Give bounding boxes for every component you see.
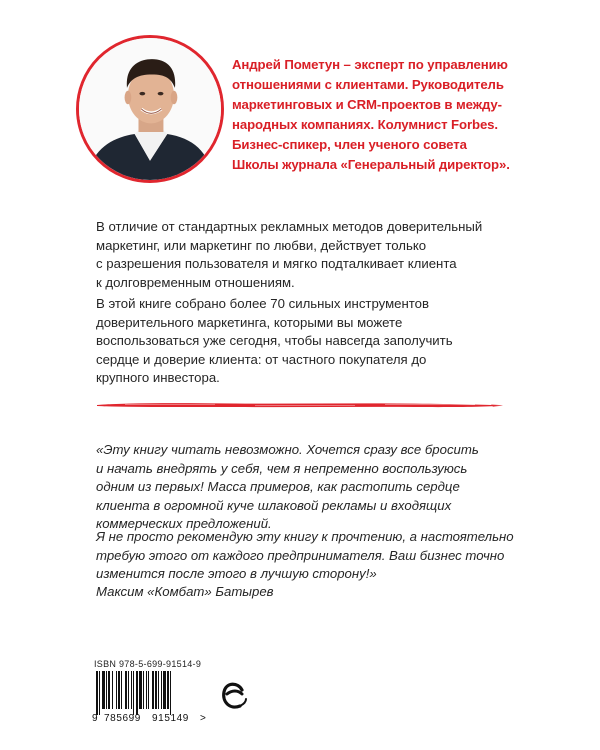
quote-line: клиента в огромной куче шлаковой рекламы и входящих bbox=[96, 497, 452, 513]
barcode-bar bbox=[112, 671, 113, 709]
bio-line: Андрей Пометун – эксперт по управлению bbox=[232, 57, 508, 72]
text-line: доверительного маркетинга, которыми вы можете bbox=[96, 314, 403, 330]
barcode-bar bbox=[99, 671, 100, 715]
text-line: воспользоваться уже сегодня, чтобы навсегда заполучить bbox=[96, 333, 453, 349]
barcode-bar bbox=[118, 671, 120, 709]
publisher-logo-icon bbox=[220, 678, 248, 716]
bio-line: народных компаниях. Колумнист Forbes. bbox=[232, 117, 498, 132]
quote-line: «Эту книгу читать невозможно. Хочется сразу все бросить bbox=[96, 442, 479, 457]
barcode-bar bbox=[139, 671, 142, 709]
description-paragraph-2 bbox=[96, 295, 536, 388]
barcode-bar bbox=[158, 671, 159, 709]
barcode-bar bbox=[108, 671, 110, 709]
barcode-bar bbox=[148, 671, 149, 709]
barcode-first-digit: 9 bbox=[92, 713, 99, 724]
barcode-marker: > bbox=[200, 713, 207, 724]
bio-line: Бизнес-спикер, член ученого совета bbox=[232, 137, 467, 152]
text-line: к долговременным отношениям. bbox=[96, 274, 295, 290]
description-paragraph-1 bbox=[96, 218, 536, 292]
quote-line: и начать внедрять у себя, чем я непременно воспользуюсь bbox=[96, 460, 468, 476]
review-paragraph-2 bbox=[96, 528, 536, 584]
text-line: В этой книге собрано более 70 сильных инструментов bbox=[96, 296, 430, 311]
barcode-bar bbox=[143, 671, 144, 709]
author-portrait-image bbox=[79, 38, 221, 180]
author-photo bbox=[76, 35, 224, 183]
barcode-bar bbox=[161, 671, 162, 709]
barcode bbox=[92, 671, 198, 715]
barcode-bar bbox=[146, 671, 147, 709]
text-line: сердце и доверие клиента: от частного покупателя до bbox=[96, 351, 427, 367]
brush-stroke-divider bbox=[95, 399, 505, 411]
barcode-bar bbox=[155, 671, 157, 709]
barcode-bar bbox=[170, 671, 171, 715]
barcode-bar bbox=[116, 671, 117, 709]
author-bio bbox=[232, 55, 582, 175]
quote-line: требую этого от каждого предпринимателя. Ваш бизнес точно bbox=[96, 547, 505, 563]
text-line: В отличие от стандартных рекламных методов доверительный bbox=[96, 219, 483, 234]
barcode-bar bbox=[125, 671, 127, 709]
barcode-bar bbox=[133, 671, 134, 715]
quote-line: одним из первых! Масса примеров, как растопить сердце bbox=[96, 479, 460, 495]
bio-line: отношениями с клиентами. Руководитель bbox=[232, 77, 504, 92]
barcode-bar bbox=[167, 671, 169, 709]
barcode-group-1: 785699 bbox=[104, 713, 141, 724]
review-author: Максим «Комбат» Батырев bbox=[96, 584, 274, 599]
barcode-digits bbox=[92, 713, 207, 725]
barcode-bar bbox=[131, 671, 132, 709]
barcode-bar bbox=[96, 671, 98, 715]
isbn-label: ISBN 978-5-699-91514-9 bbox=[94, 659, 202, 669]
text-line: с разрешения пользователя и мягко подталкивает клиента bbox=[96, 256, 457, 272]
quote-line: изменится после этого в лучшую сторону!» bbox=[96, 566, 377, 582]
barcode-bar bbox=[106, 671, 107, 709]
barcode-bar bbox=[136, 671, 138, 715]
barcode-bar bbox=[128, 671, 129, 709]
review-paragraph-1 bbox=[96, 441, 536, 534]
text-line: крупного инвестора. bbox=[96, 370, 220, 386]
barcode-bar bbox=[163, 671, 166, 709]
quote-line: Я не просто рекомендую эту книгу к прочтению, а настоятельно bbox=[96, 529, 514, 544]
barcode-bar bbox=[121, 671, 122, 709]
barcode-bar bbox=[152, 671, 154, 709]
barcode-bar bbox=[102, 671, 105, 709]
barcode-group-2: 915149 bbox=[152, 713, 189, 724]
bio-line: Школы журнала «Генеральный директор». bbox=[232, 157, 510, 172]
text-line: маркетинг, или маркетинг по любви, действует только bbox=[96, 237, 427, 253]
bio-line: маркетинговых и CRM-проектов в между- bbox=[232, 97, 502, 112]
quote-line: коммерческих предложений. bbox=[96, 516, 272, 532]
